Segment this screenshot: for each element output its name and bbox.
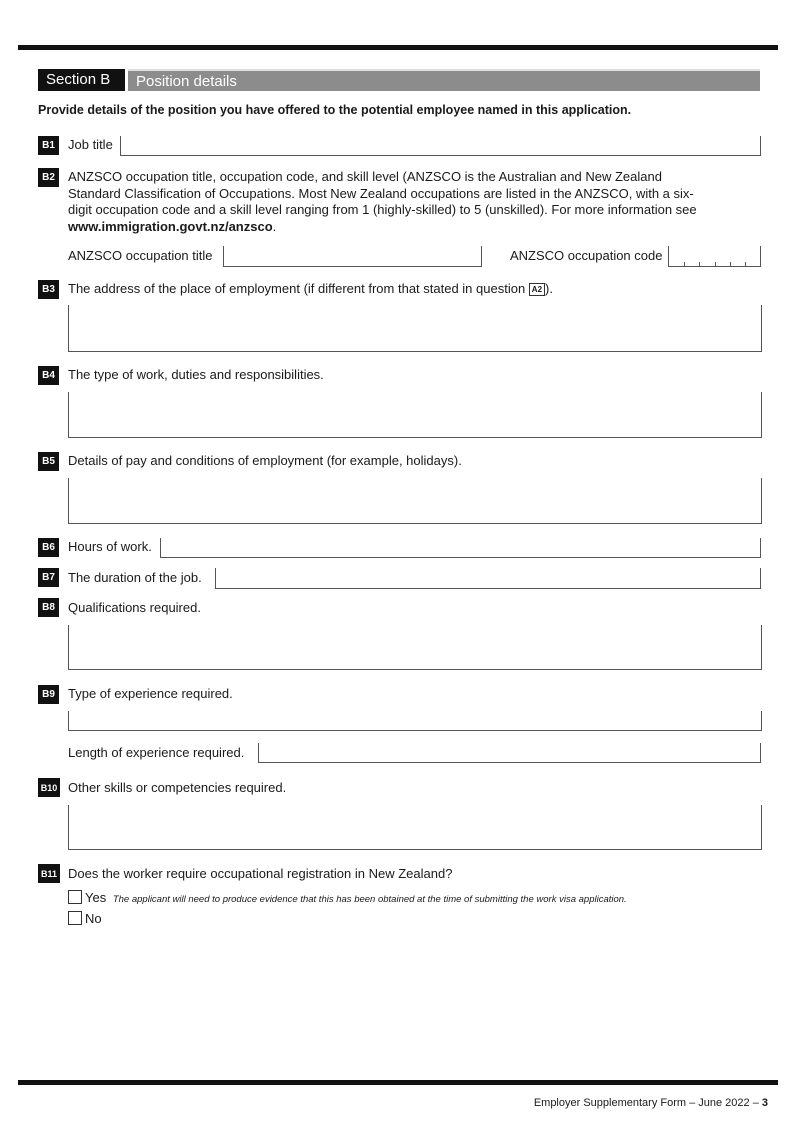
section-title: Position details xyxy=(128,69,760,91)
anzsco-text: ANZSCO occupation title, occupation code, and skill level (ANZSCO is the Australian and New Zealand Standard Classification of Occupations. Most New Zealand occupations are listed in the ANZSCO, with a six-digit occupation code and a skill level ranging from 1 (highly-skilled) to 5 (unskilled). For more information see xyxy=(68,169,697,217)
registration-yes-option[interactable] xyxy=(68,890,627,905)
duration-label: The duration of the job. xyxy=(68,570,202,585)
intro-text: Provide details of the position you have offered to the potential employee named in this application. xyxy=(38,103,632,117)
registration-label: Does the worker require occupational registration in New Zealand? xyxy=(68,866,453,881)
anzsco-code-input[interactable] xyxy=(668,246,761,267)
question-badge: B9 xyxy=(38,685,59,704)
question-badge: B2 xyxy=(38,168,59,187)
experience-type-input[interactable] xyxy=(68,711,762,731)
yes-checkbox[interactable] xyxy=(68,890,82,904)
registration-no-option[interactable] xyxy=(68,911,102,926)
hours-input[interactable] xyxy=(160,538,761,558)
question-badge: B8 xyxy=(38,598,59,617)
qualifications-label: Qualifications required. xyxy=(68,600,201,615)
other-skills-label: Other skills or competencies required. xyxy=(68,780,287,795)
bottom-rule xyxy=(18,1080,778,1085)
experience-length-input[interactable] xyxy=(258,743,761,763)
question-badge: B3 xyxy=(38,280,59,299)
pay-conditions-label: Details of pay and conditions of employment (for example, holidays). xyxy=(68,453,462,468)
job-title-input[interactable] xyxy=(120,136,761,156)
question-badge: B11 xyxy=(38,864,60,883)
question-badge: B6 xyxy=(38,538,59,557)
question-badge: B10 xyxy=(38,778,60,797)
duration-input[interactable] xyxy=(215,568,761,589)
anzsco-end: . xyxy=(272,218,277,234)
anzsco-description xyxy=(68,169,698,235)
no-label: No xyxy=(85,911,102,926)
footer-text: Employer Supplementary Form – June 2022 – xyxy=(533,1097,762,1109)
other-skills-input[interactable] xyxy=(68,805,762,850)
yes-label: Yes xyxy=(85,890,107,905)
anzsco-title-label: ANZSCO occupation title xyxy=(68,248,213,263)
question-badge: B5 xyxy=(38,452,59,471)
job-title-label: Job title xyxy=(68,137,113,152)
question-badge: B4 xyxy=(38,366,59,385)
anzsco-link[interactable]: www.immigration.govt.nz/anzsco xyxy=(68,218,273,234)
experience-type-label: Type of experience required. xyxy=(68,686,233,701)
question-ref-a2: A2 xyxy=(529,283,545,296)
work-type-input[interactable] xyxy=(68,392,762,438)
section-number: Section B xyxy=(38,69,125,91)
no-checkbox[interactable] xyxy=(68,911,82,925)
address-label-end: ). xyxy=(545,281,553,296)
top-rule xyxy=(18,45,778,50)
experience-length-label: Length of experience required. xyxy=(68,745,245,760)
page-number: 3 xyxy=(761,1097,768,1109)
address-label-text: The address of the place of employment (if different from that stated in question xyxy=(68,281,529,296)
anzsco-title-input[interactable] xyxy=(223,246,482,267)
footer xyxy=(534,1097,768,1109)
hours-label: Hours of work. xyxy=(68,539,152,554)
address-label xyxy=(68,281,553,296)
pay-conditions-input[interactable] xyxy=(68,478,762,524)
qualifications-input[interactable] xyxy=(68,625,762,670)
question-badge: B1 xyxy=(38,136,59,155)
work-type-label: The type of work, duties and responsibilities. xyxy=(68,367,324,382)
yes-note: The applicant will need to produce evidence that this has been obtained at the time of submitting the work visa application. xyxy=(112,894,627,905)
address-input[interactable] xyxy=(68,305,762,352)
anzsco-code-label: ANZSCO occupation code xyxy=(510,248,663,263)
question-badge: B7 xyxy=(38,568,59,587)
